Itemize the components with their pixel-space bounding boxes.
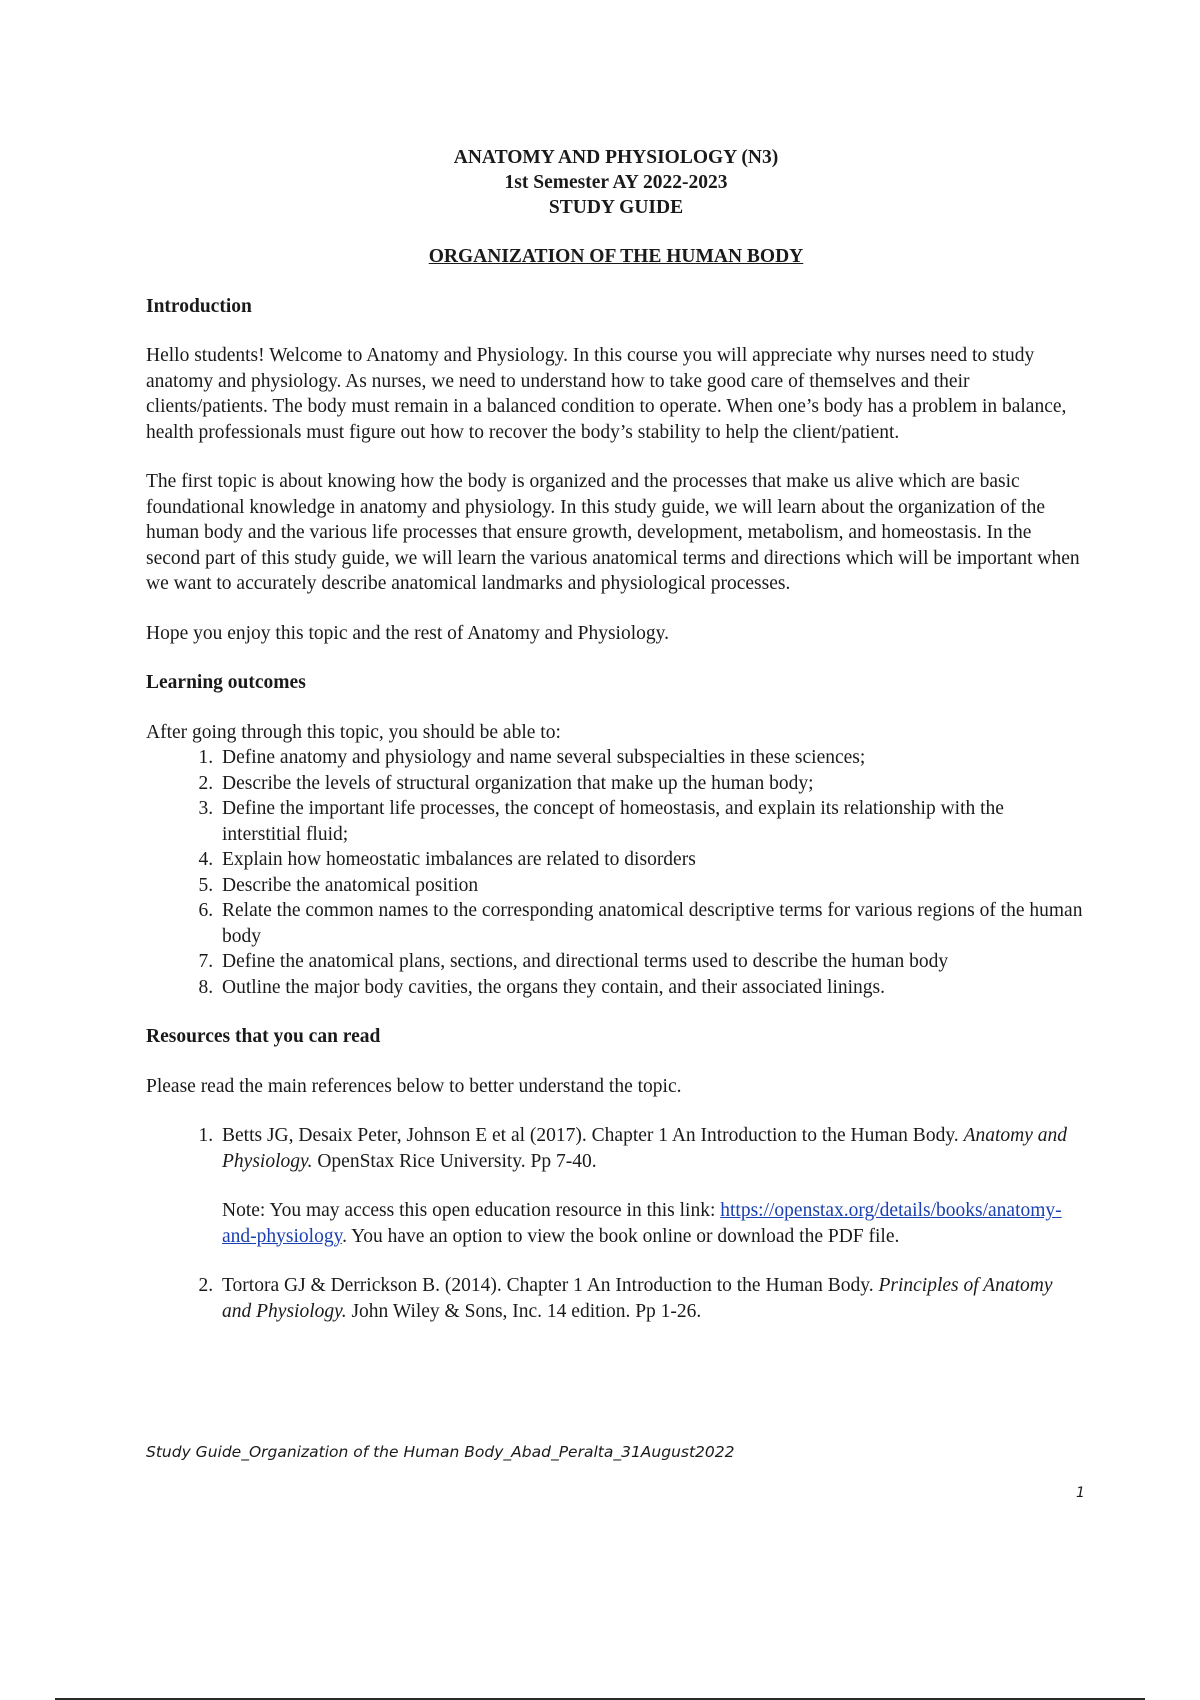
list-item: 8. Outline the major body cavities, the organs they contain, and their associated linings. xyxy=(218,975,1086,1001)
page-title: ORGANIZATION OF THE HUMAN BODY xyxy=(428,246,804,267)
course-title: ANATOMY AND PHYSIOLOGY (N3) xyxy=(453,147,779,168)
learning-outcomes-heading: Learning outcomes xyxy=(146,672,306,693)
list-item: 5. Describe the anatomical position xyxy=(218,873,1086,899)
introduction-paragraph-3: Hope you enjoy this topic and the rest of Anatomy and Physiology. xyxy=(146,622,670,644)
reference-2-text: Tortora GJ & Derrickson B. (2014). Chapter 1 An Introduction to the Human Body. xyxy=(222,1275,879,1296)
openstax-link[interactable]: https://openstax.org/details/books/anatomy-and-physiology xyxy=(222,1200,1062,1247)
reference-item-1 xyxy=(218,1123,1086,1249)
note-prefix: Note: You may access this open education resource in this link: xyxy=(222,1200,721,1221)
page-footer: Study Guide_Organization of the Human Body_Abad_Peralta_31August2022 xyxy=(146,1443,735,1461)
introduction-paragraph-1: Hello students! Welcome to Anatomy and Physiology. In this course you will appreciate why nurses need to study anatomy and physiology. As nurses, we need to understand how to take good care of themselves and their clients/patients. The body must remain in a balanced condition to operate. When one’s body has a problem in balance, health professionals must figure out how to recover the body’s stability to help the client/patient. xyxy=(146,345,1067,443)
reference-1-note xyxy=(222,1198,1086,1249)
resources-intro: Please read the main references below to better understand the topic. xyxy=(146,1075,682,1097)
learning-outcomes-intro: After going through this topic, you should be able to: xyxy=(146,721,561,743)
reference-1-text: Betts JG, Desaix Peter, Johnson E et al (2017). Chapter 1 An Introduction to the Human Body. xyxy=(222,1125,964,1146)
list-item: 7. Define the anatomical plans, sections, and directional terms used to describe the human body xyxy=(218,949,1086,975)
list-item: 6. Relate the common names to the corresponding anatomical descriptive terms for various regions of the human body xyxy=(218,898,1086,949)
list-item: 3. Define the important life processes, the concept of homeostasis, and explain its relationship with the interstitial fluid; xyxy=(218,796,1086,847)
list-item: 4. Explain how homeostatic imbalances are related to disorders xyxy=(218,847,1086,873)
reference-2-publisher: John Wiley & Sons, Inc. 14 edition. Pp 1-26. xyxy=(346,1300,702,1322)
introduction-paragraph-2: The first topic is about knowing how the body is organized and the processes that make us alive which are basic foundational knowledge in anatomy and physiology. In this study guide, we will learn about the organization of the human body and the various life processes that ensure growth, development, metabolism, and homeostasis. In the second part of this study guide, we will learn the various anatomical terms and directions which will be important when we want to accurately describe anatomical landmarks and physiological processes. xyxy=(146,471,1080,594)
document-page xyxy=(146,145,1086,1348)
note-suffix: . You have an option to view the book online or download the PDF file. xyxy=(342,1225,900,1247)
reference-1-book-title: Anatomy and Physiology. xyxy=(222,1125,1068,1172)
list-item: 1. Define anatomy and physiology and name several subspecialties in these sciences; xyxy=(218,745,1086,771)
learning-outcomes-list xyxy=(146,745,1086,1000)
page-number: 1 xyxy=(1076,1485,1085,1501)
reference-1-publisher: OpenStax Rice University. Pp 7-40. xyxy=(312,1150,597,1172)
introduction-heading: Introduction xyxy=(146,295,252,317)
resources-heading: Resources that you can read xyxy=(146,1026,381,1047)
list-item: 2. Describe the levels of structural organization that make up the human body; xyxy=(218,771,1086,797)
reference-item-2 xyxy=(218,1273,1086,1324)
guide-label: STUDY GUIDE xyxy=(548,197,684,218)
document-header xyxy=(146,145,1086,220)
semester-label: 1st Semester AY 2022-2023 xyxy=(504,172,728,193)
references-list xyxy=(146,1123,1086,1324)
reference-2-book-title: Principles of Anatomy and Physiology. xyxy=(222,1275,1053,1322)
